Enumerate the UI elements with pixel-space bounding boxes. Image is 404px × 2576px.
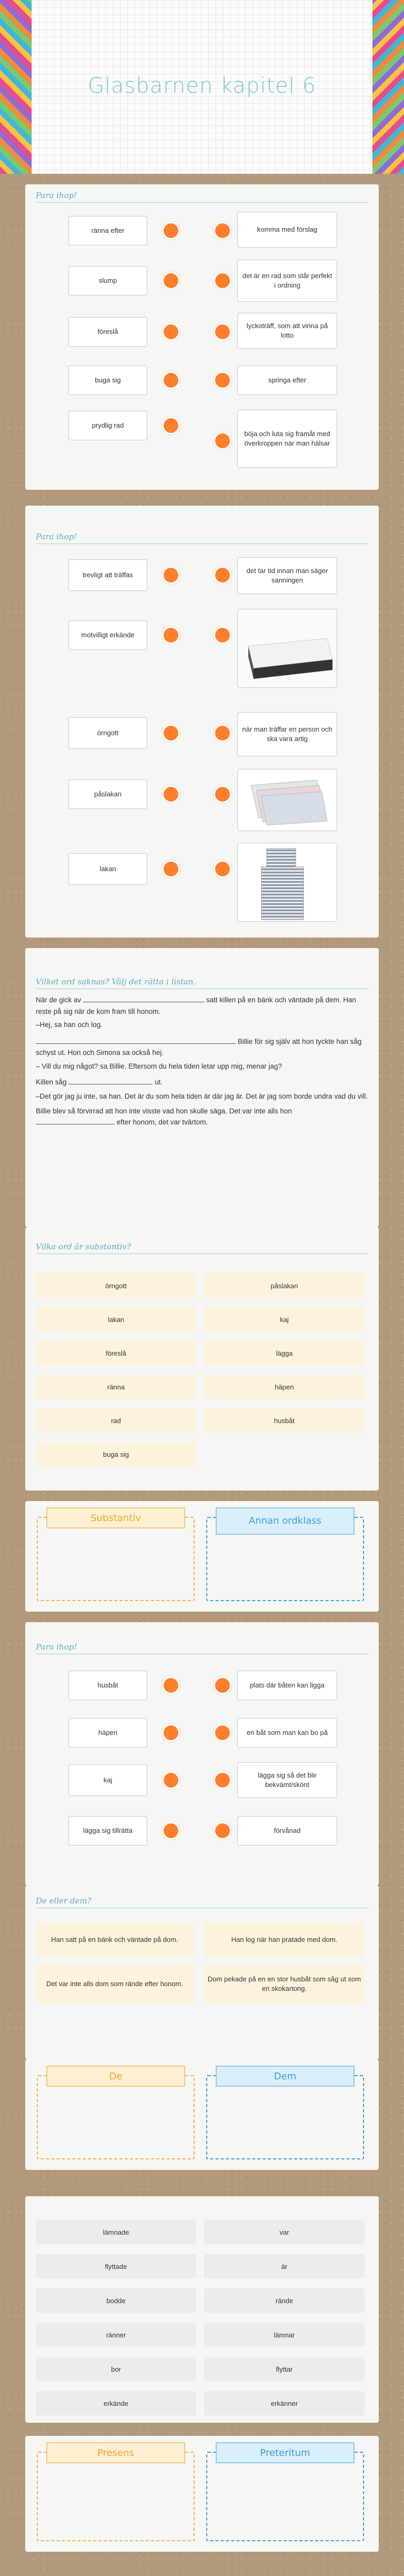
word-chip[interactable]: erkänner [204, 2391, 365, 2415]
connector-dot[interactable] [162, 417, 180, 435]
drop-zone-de[interactable] [37, 2075, 195, 2159]
section-heading: Para ihop! [36, 1642, 77, 1652]
sort-section-tense [25, 2196, 379, 2423]
match-left-item[interactable]: föreslå [68, 317, 147, 347]
bed-sheet-image[interactable] [237, 609, 337, 688]
answer-blank[interactable] [36, 1043, 236, 1044]
connector-dot[interactable] [214, 371, 231, 389]
word-chip[interactable]: lämnade [36, 2220, 196, 2244]
connector-dot[interactable] [162, 1822, 180, 1840]
match-left-item[interactable]: kaj [68, 1764, 147, 1796]
section-heading: De eller dem? [36, 1896, 92, 1906]
match-left-item[interactable]: örngott [68, 717, 147, 749]
category-label: Annan ordklass [216, 1507, 355, 1535]
sentence-chip[interactable]: Dom pekade på en en stor husbåt som såg ut som en skokartong. [204, 1965, 365, 2003]
sentence-chip[interactable]: Det var inte alls dom som rände efter honom. [36, 1965, 194, 2003]
match-right-item[interactable]: det är en rad som står perfekt i ordning [237, 260, 337, 302]
connector-dot[interactable] [214, 1822, 231, 1840]
connector-dot[interactable] [214, 1676, 231, 1694]
connector-dot[interactable] [162, 1676, 180, 1694]
match-left-item[interactable]: lakan [68, 853, 147, 885]
sort-section-de-dem [25, 1886, 379, 2059]
sentence-chip[interactable]: Han satt på en bänk och väntade på dom. [36, 1922, 194, 1957]
connector-dot[interactable] [214, 1771, 231, 1789]
connector-dot[interactable] [162, 566, 180, 584]
match-left-item[interactable]: trevligt att träffas [68, 559, 147, 591]
decorative-stripe-right [372, 0, 404, 174]
page-title: Glasbarnen kapitel 6 [87, 74, 317, 98]
match-left-item[interactable]: häpen [68, 1718, 147, 1748]
category-label: Substantiv [46, 1507, 185, 1528]
section-heading: Para ihop! [36, 191, 77, 200]
connector-dot[interactable] [162, 272, 180, 290]
connector-dot[interactable] [162, 371, 180, 389]
text-fragment: Billie blev så förvirrad att hon inte visste vad hon skulle säga. Det var inte alls hon [36, 1107, 292, 1115]
word-chip[interactable]: flyttade [36, 2254, 196, 2278]
match-right-item[interactable]: springa efter [237, 366, 337, 395]
word-chip[interactable]: buga sig [36, 1442, 196, 1466]
word-chip[interactable]: ränna [36, 1375, 196, 1399]
match-left-item[interactable]: buga sig [68, 366, 147, 395]
word-chip[interactable]: lägga [204, 1341, 365, 1365]
text-fragment: –Hej, sa han och log. [36, 1021, 103, 1029]
connector-dot[interactable] [214, 432, 231, 450]
word-chip[interactable]: husbåt [204, 1408, 365, 1433]
section-rule [36, 202, 368, 203]
connector-dot[interactable] [214, 785, 231, 803]
category-label: Preteritum [216, 2442, 355, 2463]
match-right-item[interactable]: en båt som man kan bo på [237, 1718, 337, 1748]
connector-dot[interactable] [162, 860, 180, 878]
word-chip[interactable]: lämnar [204, 2323, 365, 2347]
word-chip[interactable]: rände [204, 2288, 365, 2313]
match-right-item[interactable]: plats där båten kan ligga [237, 1671, 337, 1700]
text-fragment: ut. [155, 1078, 163, 1086]
text-fragment: –Det gör jag ju inte, sa han. Det är du som hela tiden är där jag är. Det är jag som borde undra vad du vill. [36, 1092, 368, 1101]
connector-dot[interactable] [214, 1724, 231, 1742]
drop-zone-preteritum[interactable] [206, 2452, 364, 2541]
section-heading: Vilket ord saknas? Välj det rätta i listan. [36, 977, 196, 986]
match-left-item[interactable]: husbåt [68, 1671, 147, 1700]
cloze-section [25, 948, 379, 1227]
section-heading: Vilka ord är substantiv? [36, 1242, 132, 1251]
category-label: Dem [216, 2066, 355, 2087]
match-left-item[interactable]: motvilligt erkände [68, 620, 147, 650]
section-heading: Para ihop! [36, 532, 77, 541]
match-section-1 [25, 184, 379, 490]
sort-section-nouns [25, 1227, 379, 1491]
word-chip[interactable]: är [204, 2254, 365, 2278]
connector-dot[interactable] [214, 724, 231, 742]
word-chip[interactable]: bodde [36, 2288, 196, 2313]
word-chip[interactable]: bor [36, 2357, 196, 2381]
duvet-covers-image[interactable] [237, 769, 337, 831]
match-left-item[interactable]: lägga sig tillrätta [68, 1816, 147, 1845]
cloze-text [36, 994, 368, 1128]
word-chip[interactable]: erkände [36, 2391, 196, 2415]
de-dem-drop-zones [25, 2059, 379, 2170]
match-right-item[interactable]: förvånad [237, 1816, 337, 1845]
sentence-chip[interactable]: Han log när han pratade med dom. [204, 1922, 365, 1957]
match-section-2 [25, 506, 379, 937]
connector-dot[interactable] [214, 323, 231, 341]
pillowcase-bedding-image[interactable] [237, 843, 337, 922]
connector-dot[interactable] [162, 1771, 180, 1789]
match-section-3 [25, 1622, 379, 1886]
match-left-item[interactable]: prydlig rad [68, 411, 147, 440]
word-chip[interactable]: föreslå [36, 1341, 196, 1365]
word-chip[interactable]: påslakan [204, 1274, 365, 1298]
text-fragment: satt killen på en bänk och väntade på dem. Han reste på sig när de kom fram till honom. [36, 996, 357, 1015]
match-right-item[interactable]: lägga sig så det blir bekvämt/skönt [237, 1762, 337, 1798]
match-right-item[interactable]: när man träffar en person och ska vara artig [237, 712, 337, 756]
match-left-item[interactable]: slump [68, 266, 147, 295]
connector-dot[interactable] [162, 323, 180, 341]
word-chip[interactable]: kaj [204, 1307, 365, 1331]
tense-drop-zones [25, 2436, 379, 2552]
match-right-item[interactable]: komma med förslag [237, 212, 337, 248]
match-right-item[interactable]: det tar tid innan man säger sanningen [237, 557, 337, 594]
category-label: De [46, 2066, 185, 2087]
word-chip[interactable]: lakan [36, 1307, 196, 1331]
drop-zone-dem[interactable] [206, 2075, 364, 2159]
connector-dot[interactable] [162, 785, 180, 803]
text-fragment: Killen såg [36, 1078, 67, 1086]
word-chip[interactable]: var [204, 2220, 365, 2244]
header-banner [32, 0, 372, 174]
text-fragment: – Vill du mig något? sa Billie. Eftersom du hela tiden letar upp mig, menar jag? [36, 1062, 282, 1070]
text-fragment: Billie för sig själv att hon tyckte han såg schyst ut. Hon och Simona sa också hej. [36, 1037, 362, 1057]
drop-zone-presens[interactable] [37, 2452, 195, 2541]
category-label: Presens [46, 2442, 185, 2463]
word-chip[interactable]: ränner [36, 2323, 196, 2347]
decorative-stripe-left [0, 0, 32, 174]
match-left-item[interactable]: ränna efter [68, 216, 147, 245]
match-left-item[interactable]: påslakan [68, 779, 147, 809]
word-chip[interactable]: rad [36, 1408, 196, 1433]
connector-dot[interactable] [214, 222, 231, 240]
connector-dot[interactable] [162, 1724, 180, 1742]
connector-dot[interactable] [214, 272, 231, 290]
connector-dot[interactable] [214, 626, 231, 644]
match-right-item[interactable]: lyckoträff, som att vinna på lotto [237, 313, 337, 349]
text-fragment: efter honom, det var tvärtom. [116, 1118, 208, 1127]
text-fragment: När de gick av [36, 996, 82, 1004]
word-chip[interactable]: örngott [36, 1274, 196, 1298]
noun-drop-zones [25, 1501, 379, 1612]
connector-dot[interactable] [162, 724, 180, 742]
match-right-item[interactable]: böja och luta sig framåt med överkroppen när man hälsar [237, 410, 337, 468]
connector-dot[interactable] [214, 860, 231, 878]
word-chip[interactable]: flyttar [204, 2357, 365, 2381]
word-chip[interactable]: häpen [204, 1375, 365, 1399]
drop-zone-substantiv[interactable] [37, 1517, 195, 1601]
connector-dot[interactable] [214, 566, 231, 584]
connector-dot[interactable] [162, 222, 180, 240]
connector-dot[interactable] [162, 626, 180, 644]
